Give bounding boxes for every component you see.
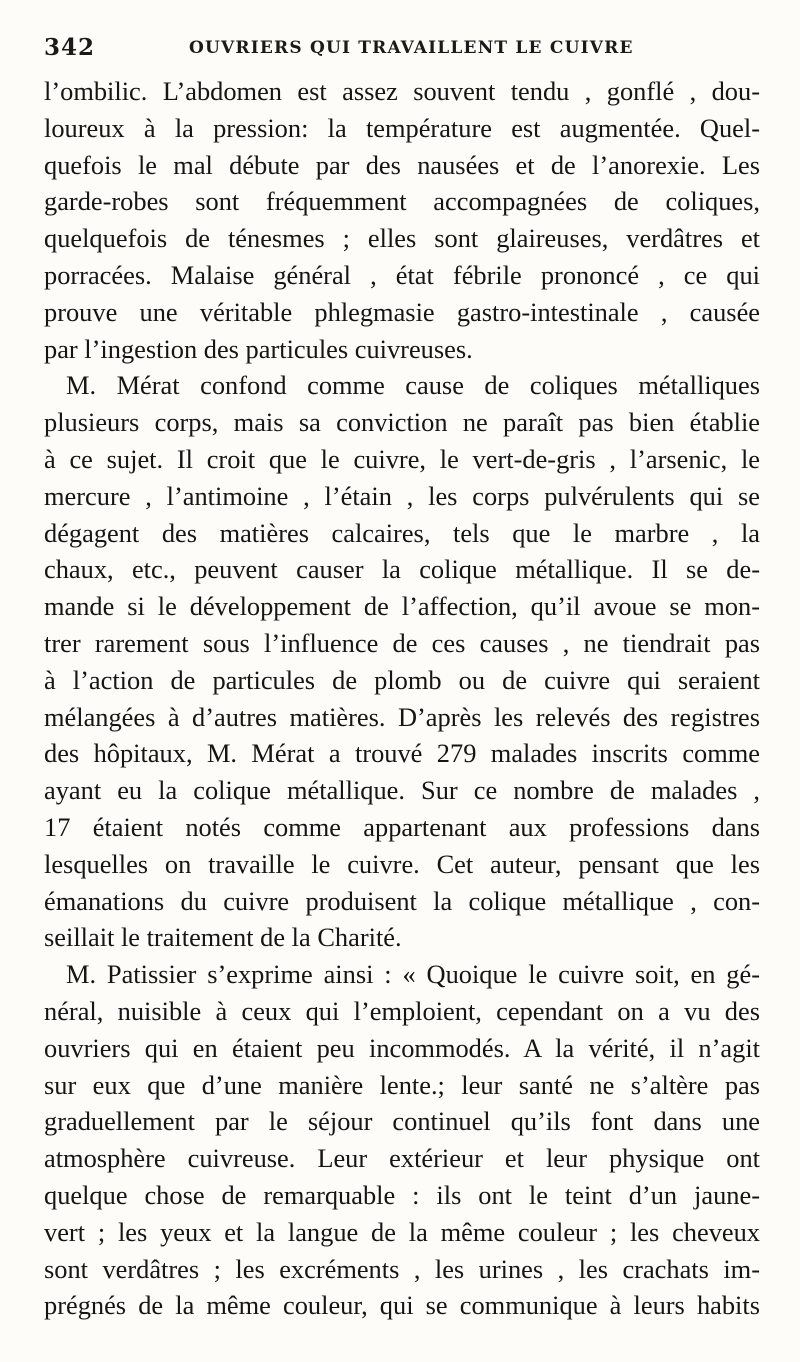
text-line: des hôpitaux, M. Mérat a trouvé 279 malades inscrits comme	[44, 738, 760, 769]
text-line: chaux, etc., peuvent causer la colique métallique. Il se de-	[44, 554, 760, 585]
body-text	[44, 73, 760, 1324]
text-line: à l’action de particules de plomb ou de cuivre qui seraient	[44, 664, 760, 695]
text-line: vert ; les yeux et la langue de la même couleur ; les cheveux	[44, 1216, 760, 1247]
text-line: loureux à la pression: la température est augmentée. Quel-	[44, 112, 760, 143]
text-line: sur eux que d’une manière lente.; leur santé ne s’altère pas	[44, 1069, 760, 1100]
text-line: mercure , l’antimoine , l’étain , les corps pulvérulents qui se	[44, 480, 760, 511]
text-line: M. Patissier s’exprime ainsi : « Quoique le cuivre soit, en gé-	[66, 959, 760, 990]
text-line: quefois le mal débute par des nausées et de l’anorexie. Les	[44, 149, 760, 180]
text-line: plusieurs corps, mais sa conviction ne paraît pas bien établie	[44, 407, 760, 438]
text-line: M. Mérat confond comme cause de coliques métalliques	[66, 370, 760, 401]
text-line: prouve une véritable phlegmasie gastro-intestinale , causée	[44, 296, 760, 327]
text-line: seillait le traitement de la Charité.	[44, 922, 402, 953]
text-line: quelquefois de ténesmes ; elles sont glaireuses, verdâtres et	[44, 223, 760, 254]
text-line: 17 étaient notés comme appartenant aux professions dans	[44, 811, 760, 842]
text-line: ayant eu la colique métallique. Sur ce nombre de malades ,	[44, 775, 760, 806]
text-line: garde-robes sont fréquemment accompagnées de coliques,	[44, 186, 760, 217]
text-line: par l’ingestion des particules cuivreuses.	[44, 333, 473, 364]
text-line: graduellement par le séjour continuel qu’ils font dans une	[44, 1106, 760, 1137]
text-line: mélangées à d’autres matières. D’après les relevés des registres	[44, 701, 760, 732]
page-number: 342	[44, 34, 96, 61]
text-line: l’ombilic. L’abdomen est assez souvent tendu , gonflé , dou-	[44, 76, 760, 106]
text-line: dégagent des matières calcaires, tels que le marbre , la	[44, 517, 760, 548]
text-line: émanations du cuivre produisent la colique métallique , con-	[44, 885, 760, 916]
text-line: sont verdâtres ; les excréments , les urines , les crachats im-	[44, 1253, 760, 1284]
text-line: lesquelles on travaille le cuivre. Cet auteur, pensant que les	[44, 848, 760, 879]
running-head: OUVRIERS QUI TRAVAILLENT LE CUIVRE	[189, 38, 634, 58]
text-line: porracées. Malaise général , état fébrile prononcé , ce qui	[44, 259, 760, 290]
text-line: trer rarement sous l’influence de ces causes , ne tiendrait pas	[44, 627, 760, 658]
text-line: à ce sujet. Il croit que le cuivre, le vert-de-gris , l’arsenic, le	[44, 443, 760, 474]
text-line: prégnés de la même couleur, qui se communique à leurs habits	[44, 1290, 760, 1321]
text-line: atmosphère cuivreuse. Leur extérieur et leur physique ont	[44, 1143, 760, 1174]
text-line: néral, nuisible à ceux qui l’emploient, cependant on a vu des	[44, 995, 760, 1026]
text-line: quelque chose de remarquable : ils ont le teint d’un jaune-	[44, 1179, 760, 1210]
page-header	[44, 34, 760, 68]
text-line: mande si le développement de l’affection, qu’il avoue se mon-	[44, 591, 760, 622]
text-line: ouvriers qui en étaient peu incommodés. A la vérité, il n’agit	[44, 1032, 760, 1063]
